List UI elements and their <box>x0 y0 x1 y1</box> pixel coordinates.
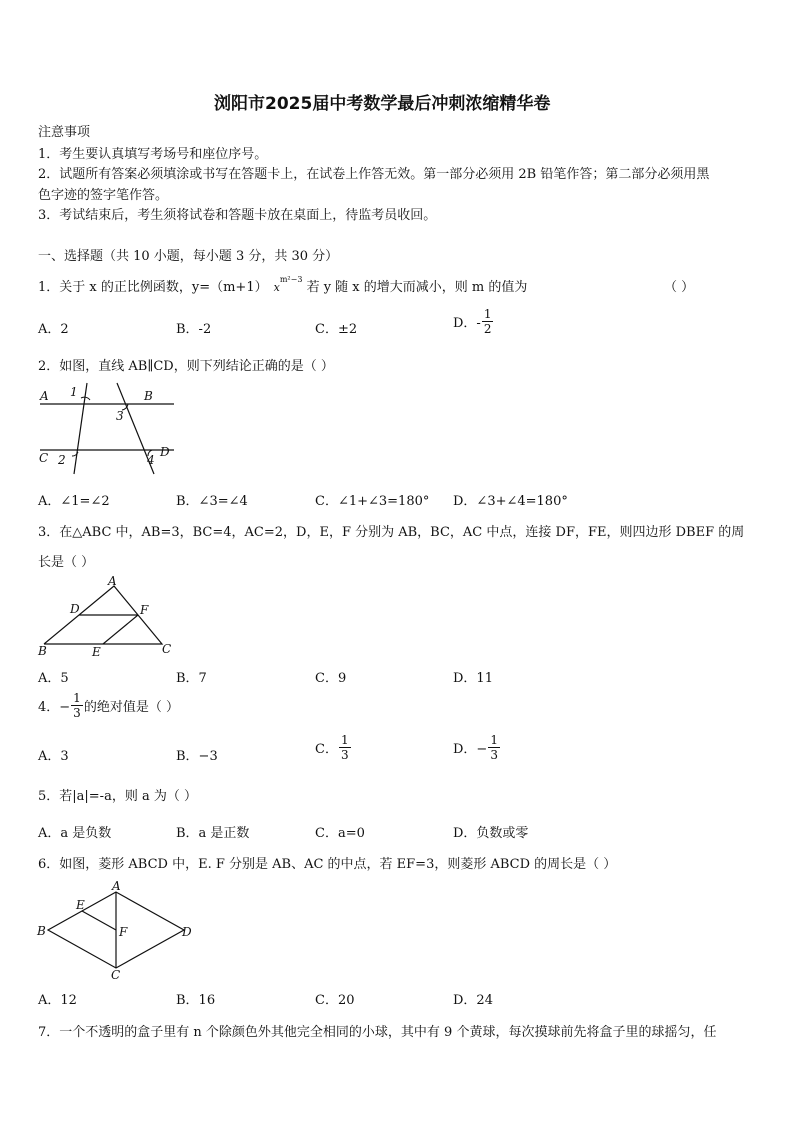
label-a: A <box>40 389 49 403</box>
q1-base: x <box>273 281 280 294</box>
notice-item: 3．考试结束后，考生须将试卷和答题卡放在桌面上，待监考员收回。 <box>38 208 437 223</box>
q1-answer-paren: （ ） <box>664 280 695 295</box>
q1-option-c[interactable]: C．±2 <box>315 322 358 337</box>
label-d: D <box>160 445 170 459</box>
question-3-stem: 3．在△ABC 中，AB=3，BC=4，AC=2，D，E，F 分别为 AB，BC，AC 中点，连接 DF，FE，则四边形 DBEF 的周 <box>38 525 745 540</box>
q2-option-a[interactable]: A．∠1=∠2 <box>38 494 110 509</box>
q6-option-c[interactable]: C．20 <box>315 993 355 1008</box>
label-f: F <box>119 925 128 939</box>
q4-prefix: 4．− <box>38 700 71 715</box>
q1-option-a[interactable]: A．2 <box>38 322 69 337</box>
label-a: A <box>112 880 121 893</box>
page-title: 浏阳市2025届中考数学最后冲刺浓缩精华卷 <box>214 94 551 114</box>
q6-option-a[interactable]: A．12 <box>38 993 77 1008</box>
q1-option-d[interactable] <box>453 308 494 335</box>
q5-option-b[interactable]: B．a 是正数 <box>176 826 250 841</box>
question-6-stem: 6．如图，菱形 ABCD 中，E. F 分别是 AB、AC 的中点，若 EF=3，则菱形 ABCD 的周长是（ ） <box>38 857 617 872</box>
notice-heading: 注意事项 <box>38 125 91 140</box>
q5-option-d[interactable]: D．负数或零 <box>453 826 529 841</box>
q4-option-a[interactable]: A．3 <box>38 749 69 764</box>
q5-option-c[interactable]: C．a=0 <box>315 826 365 841</box>
q4-d-prefix: D．− <box>453 742 488 757</box>
label-c: C <box>162 642 172 656</box>
q4-suffix: 的绝对值是（ ） <box>83 700 179 715</box>
q1-exponent: m²−3 <box>279 274 303 284</box>
q4-c-fraction <box>339 734 351 761</box>
question-1-stem <box>38 276 527 295</box>
q4-option-d[interactable] <box>453 734 501 761</box>
question-5-stem: 5．若|a|=-a，则 a 为（ ） <box>38 789 197 804</box>
notice-item: 色字迹的签字笔作答。 <box>38 188 169 203</box>
fraction-denominator: 3 <box>340 748 349 762</box>
angle-1-arc <box>81 397 90 400</box>
q6-option-d[interactable]: D．24 <box>453 993 493 1008</box>
q3-figure <box>36 574 176 658</box>
label-c: C <box>111 968 121 980</box>
q4-d-fraction <box>488 734 500 761</box>
label-c: C <box>39 451 49 465</box>
label-4: 4 <box>147 453 155 467</box>
label-a: A <box>108 574 117 588</box>
label-d: D <box>182 925 192 939</box>
question-3-stem-cont: 长是（ ） <box>38 555 95 570</box>
fraction-numerator: 1 <box>73 691 81 705</box>
q2-figure <box>36 380 176 476</box>
q2-option-b[interactable]: B．∠3=∠4 <box>176 494 248 509</box>
fraction-denominator: 3 <box>73 706 81 720</box>
question-2-stem: 2．如图，直线 AB∥CD，则下列结论正确的是（ ） <box>38 359 334 374</box>
q2-option-c[interactable]: C．∠1+∠3=180° <box>315 494 430 509</box>
label-2: 2 <box>58 453 66 467</box>
question-7-stem: 7．一个不透明的盒子里有 n 个除颜色外其他完全相同的小球，其中有 9 个黄球，每次摸球前先将盒子里的球摇匀，任 <box>38 1025 717 1040</box>
fraction-denominator: 3 <box>490 748 498 762</box>
notice-item: 2．试题所有答案必须填涂或书写在答题卡上，在试卷上作答无效。第一部分必须用 2B 铅笔作答；第二部分必须用黑 <box>38 167 710 182</box>
q1-stem-part: 若 y 随 x 的增大而减小，则 m 的值为 <box>306 280 528 295</box>
q3-option-a[interactable]: A．5 <box>38 671 69 686</box>
q1-d-prefix: D．- <box>453 316 481 331</box>
q4-option-b[interactable]: B．−3 <box>176 749 218 764</box>
notice-item: 1．考生要认真填写考场号和座位序号。 <box>38 147 268 162</box>
q3-option-b[interactable]: B．7 <box>176 671 207 686</box>
q5-option-a[interactable]: A．a 是负数 <box>38 826 112 841</box>
label-f: F <box>140 603 149 617</box>
q3-option-c[interactable]: C．9 <box>315 671 347 686</box>
label-e: E <box>92 645 101 658</box>
q6-figure <box>36 880 196 980</box>
section-heading: 一、选择题（共 10 小题，每小题 3 分，共 30 分） <box>38 249 339 264</box>
label-1: 1 <box>70 385 78 399</box>
q1-d-fraction <box>482 308 494 335</box>
q6-option-b[interactable]: B．16 <box>176 993 216 1008</box>
segment-fe <box>103 615 138 644</box>
q1-option-b[interactable]: B．-2 <box>176 322 212 337</box>
q1-stem-part: 1．关于 x 的正比例函数，y=（m+1） <box>38 280 268 295</box>
q1-power <box>273 274 303 295</box>
label-d: D <box>70 602 80 616</box>
q4-c-prefix: C． <box>315 742 338 757</box>
q4-option-c[interactable] <box>315 734 352 761</box>
label-b: B <box>144 389 153 403</box>
fraction-denominator: 2 <box>483 322 492 336</box>
question-4-stem <box>38 692 179 719</box>
label-b: B <box>38 644 47 658</box>
fraction-numerator: 1 <box>490 733 498 747</box>
label-e: E <box>76 898 85 912</box>
label-b: B <box>37 924 46 938</box>
segment-ef <box>82 911 116 930</box>
q4-fraction <box>71 692 83 719</box>
label-3: 3 <box>116 409 124 423</box>
q3-option-d[interactable]: D．11 <box>453 671 493 686</box>
q2-option-d[interactable]: D．∠3+∠4=180° <box>453 494 568 509</box>
fraction-numerator: 1 <box>483 307 492 321</box>
fraction-numerator: 1 <box>340 733 349 747</box>
